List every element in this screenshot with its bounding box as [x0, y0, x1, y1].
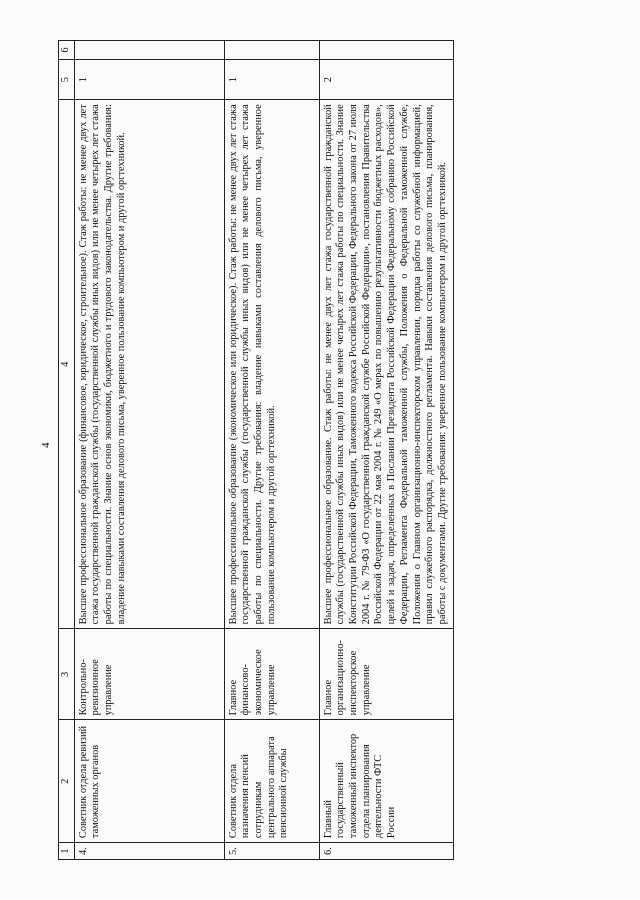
position-cell: Советник отдела назначения пенсий сотрудникам центрального аппарата пенсионной службы [224, 720, 319, 843]
requirements-cell: Высшее профессиональное образование. Стаж работы: не менее двух лет стажа государственной гражданской службы (государственной службы иных видов) или не менее четырех лет стажа работы по специальности. Знание Конституции Российской Федерации, Таможенного кодекса Российской Федерации, Федерального закона от 27 июля 2004 г. № 79-ФЗ «О государственной гражданской службе Российской Федерации», постановления Правительства Российской Федерации от 22 мая 2004 г. № 249 «О мерах по повышению результативности бюджетных расходов», целей и задач, определенных в Послании Президента Российской Федерации Федеральному собранию Российской Федерации, Регламента Федеральной таможенной службы, Положения о Федеральной таможенной службе, Положения о Главном организационно-инспекторском управлении, порядка работы со служебной информацией, правил служебного распорядка, должностного регламента. Навыки составления делового письма, планирования, работы с документами. Другие требования: уверенное пользование компьютером и другой оргтехникой. [319, 100, 453, 629]
header-cell: 4 [59, 100, 75, 629]
department-cell: Главное финансово-экономическое управление [224, 629, 319, 720]
row-number: 4. [74, 843, 224, 860]
row-number: 5. [224, 843, 319, 860]
department-cell: Главное организационно-инспекторское управление [319, 629, 453, 720]
position-cell: Советник отдела ревизий таможенных органов [74, 720, 224, 843]
requirements-cell: Высшее профессиональное образование (экономическое или юридическое). Стаж работы: не менее двух лет стажа государственной гражданской службы (государственной службы иных видов) или не менее четырех лет стажа работы по специальности. Другие требования: владение навыками составления делового письма, уверенное пользование компьютером и другой оргтехникой. [224, 100, 319, 629]
header-cell: 6 [59, 41, 75, 60]
count-cell: 1 [74, 60, 224, 100]
header-cell: 5 [59, 60, 75, 100]
header-cell: 2 [59, 720, 75, 843]
table-row [224, 41, 319, 860]
count-cell: 1 [224, 60, 319, 100]
header-cell: 1 [59, 843, 75, 860]
page-number: 4 [40, 442, 52, 448]
header-cell: 3 [59, 629, 75, 720]
extra-cell [319, 41, 453, 60]
extra-cell [224, 41, 319, 60]
row-number: 6. [319, 843, 453, 860]
table-row [74, 41, 224, 860]
extra-cell [74, 41, 224, 60]
count-cell: 2 [319, 60, 453, 100]
vacancy-table [58, 40, 454, 860]
position-cell: Главный государственный таможенный инспектор отдела планирования деятельности ФТС России [319, 720, 453, 843]
requirements-cell: Высшее профессиональное образование (финансовое, юридическое, строительное). Стаж работы: не менее двух лет стажа государственной гражданской службы (государственной службы иных видов) или не менее четырех лет стажа работы по специальности. Знание основ экономики, бюджетного и трудового законодательства. Другие требования: владение навыками составления делового письма, уверенное пользование компьютером и другой оргтехникой. [74, 100, 224, 629]
department-cell: Контрольно-ревизионное управление [74, 629, 224, 720]
rotated-table-container [58, 40, 618, 860]
header-row [59, 41, 75, 860]
table-row [319, 41, 453, 860]
